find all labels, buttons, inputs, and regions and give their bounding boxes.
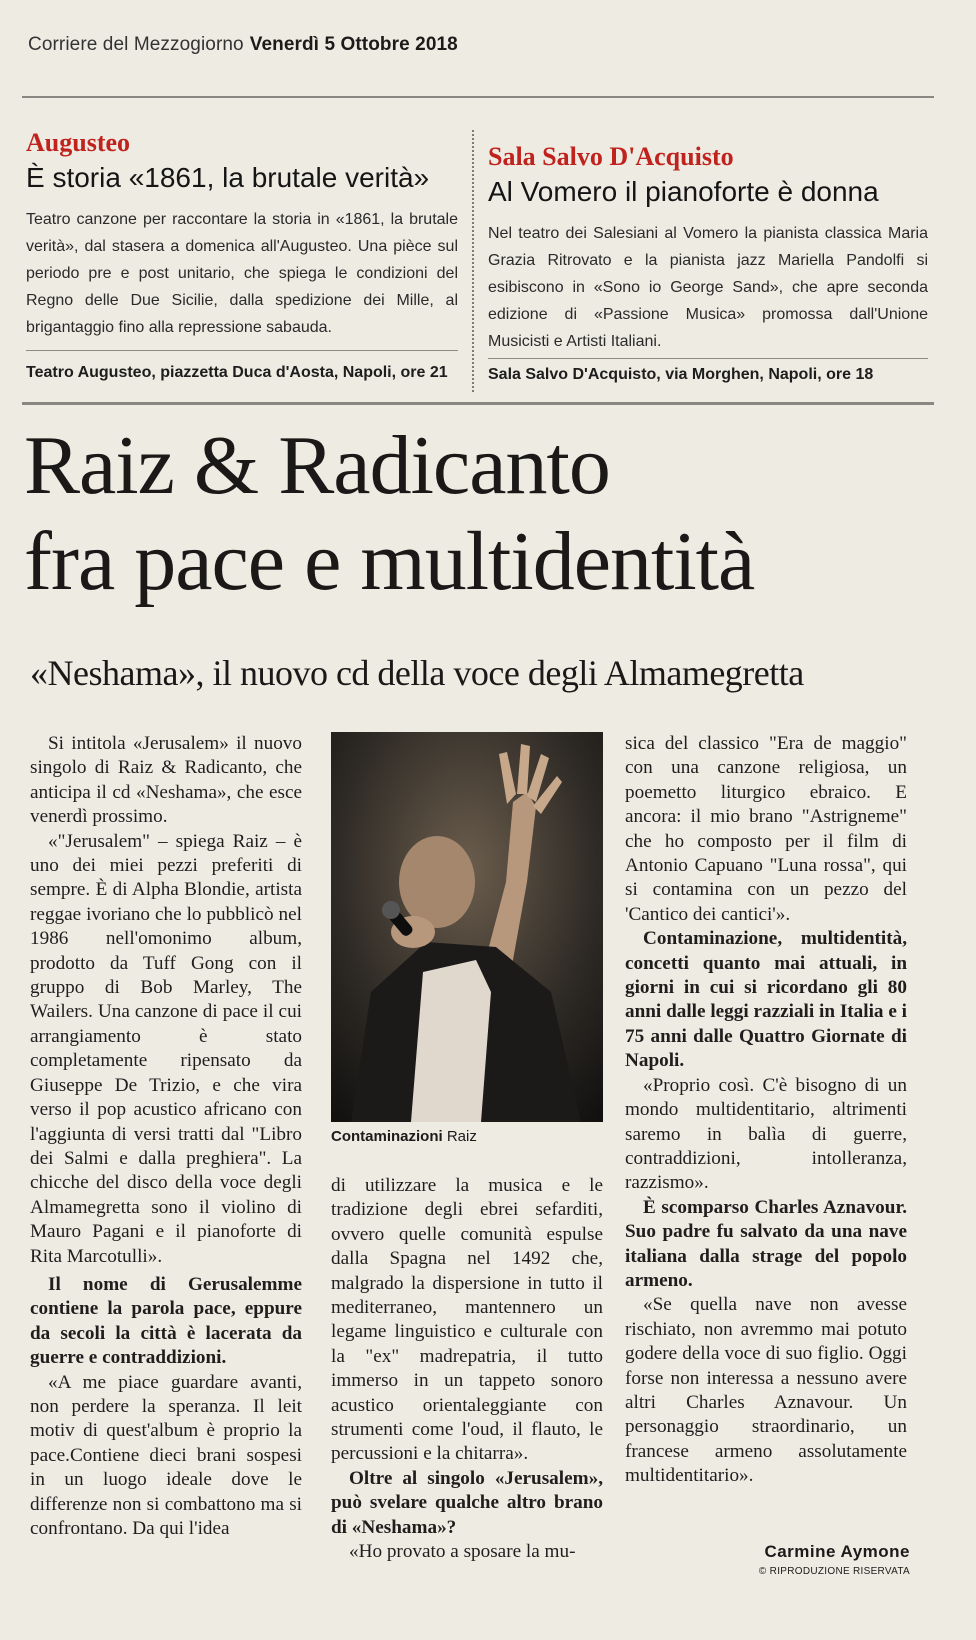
photo-caption-name: Raiz [446,1128,477,1145]
col3-question [625,1196,907,1294]
col1-question [30,1273,302,1371]
header-rule [22,96,934,98]
singer-photo-illustration [331,732,603,1122]
newspaper-name: Corriere del Mezzogiorno [28,34,244,55]
col1-paragraph: «"Jerusalem" – spiega Raiz – è uno dei miei pezzi preferiti di sempre. È di Alpha Blondie, artista reggae ivoriano che lo pubblicò nel 1986 nell'omonimo album, prodotto da Tuff Gong con il gruppo di Bob Marley, The Wailers. Una canzone di pace il cui arrangiamento è stato completamente ripensato da Giuseppe De Trizio, e che vira verso il pop acustico africano con l'aggiunta di versi tratti dal "Libro dei Salmi e dalla preghiera". La chicche del disco della voce degli Almamegretta sono il violino di Mauro Pagani e il pianoforte di Rita Marcotulli». [30,830,302,1267]
col2-paragraph: «Ho provato a sposare la mu- [349,1541,576,1563]
box-right-footer: Sala Salvo D'Acquisto, via Morghen, Napoli, ore 18 [488,366,874,383]
page-header [28,34,458,56]
column-3 [625,732,907,1489]
col3-question-text: Contaminazione, multidentità, concetti quanto mai attuali, in giorni in cui si ricordano gli 80 anni dalle leggi razziali in Italia e i 75 anni dalle Quattro Giornate di Napoli. [625,928,907,1072]
box-left-kicker: Augusteo [26,128,131,157]
box-right [488,142,928,355]
col2-question-text: Oltre al singolo «Jerusalem», può svelare qualche altro brano di «Neshama»? [331,1467,603,1538]
box-left-body: Teatro canzone per raccontare la storia in «1861, la brutale verità», dal stasera a domenica all'Augusteo. Una pièce sul periodo pre e post unitario, che spiega le condizioni del Regno delle Due Sicilie, dalla spedizione dei Mille, al brigantaggio fino alla repressione sabauda. [26,211,458,336]
article-photo [331,732,603,1122]
box-left-divider [26,350,458,351]
col1-question-text: Il nome di Gerusalemme contiene la parola pace, eppure da secoli la città è lacerata da guerre e contraddizioni. [30,1273,302,1369]
box-right-body: Nel teatro dei Salesiani al Vomero la pianista classica Maria Grazia Ritrovato e la pianista jazz Mariella Pandolfi si esibiscono in «Sono io George Sand», che apre seconda edizione di «Passione Musica» promossa dall'Unione Musicisti e Artisti Italiani. [488,225,928,350]
column-2 [331,1174,603,1565]
box-left-title: È storia «1861, la brutale verità» [26,162,430,193]
col1-paragraph: Si intitola «Jerusalem» il nuovo singolo di Raiz & Radicanto, che anticipa il cd «Neshama», che esce venerdì prossimo. [30,733,302,828]
box-left [26,128,458,341]
col2-paragraph: di utilizzare la musica e le tradizione degli ebrei sefarditi, ovvero quelle comunità espulse dalla Spagna nel 1492 che, malgrado la dispersione in tutto il mediterraneo, mantennero un legame linguistico e culturale con la "ex" madrepatria, il tutto immerso in un tappeto sonoro acustico orientaleggiante con strumenti come l'oud, il flauto, le percussioni e la chitarra». [331,1175,603,1465]
col3-question [625,927,907,1073]
photo-caption [331,1128,603,1145]
col3-paragraph: «Se quella nave non avesse rischiato, non avremmo mai potuto godere della voce di suo figlio. Oggi forse non interessa a nessuno avere altri Charles Aznavour. Un personaggio straordinario, un francese armeno assolutamente multidentitario». [625,1294,907,1487]
box-right-divider [488,358,928,359]
headline-line-1: Raiz & Radicanto [24,419,610,512]
col3-paragraph: «Proprio così. C'è bisogno di un mondo multidentitario, altrimenti saremo in balìa di guerre, contraddizioni, intolleranza, razzismo». [625,1074,907,1194]
headline-line-2: fra pace e multidentità [24,515,755,608]
box-right-title: Al Vomero il pianoforte è donna [488,176,879,207]
col1-paragraph: «A me piace guardare avanti, non perdere la speranza. Il leit motiv di quest'album è proprio la pace.Contiene dieci brani sospesi in un luogo ideale dove le differenze non si combattono ma si confrontano. Da qui l'idea [30,1371,302,1539]
issue-date: Venerdì 5 Ottobre 2018 [249,34,458,55]
col3-paragraph: sica del classico "Era de maggio" con una canzone religiosa, un poemetto liturgico ebraico. E ancora: il mio brano "Astrigneme" che ho composto per il film di Antonio Capuano "Luna rossa", qui si contamina con un pezzo del 'Cantico dei cantici'». [625,733,907,925]
col2-question [331,1467,603,1540]
subheadline: «Neshama», il nuovo cd della voce degli Almamegretta [30,653,804,693]
article-author: Carmine Aymone [764,1542,910,1561]
col3-question-text: È scomparso Charles Aznavour. Suo padre fu salvato da una nave italiana dalla strage del popolo armeno. [625,1196,907,1291]
headline [24,418,944,610]
box-separator [472,130,474,392]
copyright-notice: © RIPRODUZIONE RISERVATA [758,1566,910,1577]
box-left-footer: Teatro Augusteo, piazzetta Duca d'Aosta, Napoli, ore 21 [26,364,448,381]
section-rule [22,402,934,405]
box-right-kicker: Sala Salvo D'Acquisto [488,142,734,171]
photo-caption-label: Contaminazioni [331,1128,443,1145]
column-1 [30,732,302,1541]
